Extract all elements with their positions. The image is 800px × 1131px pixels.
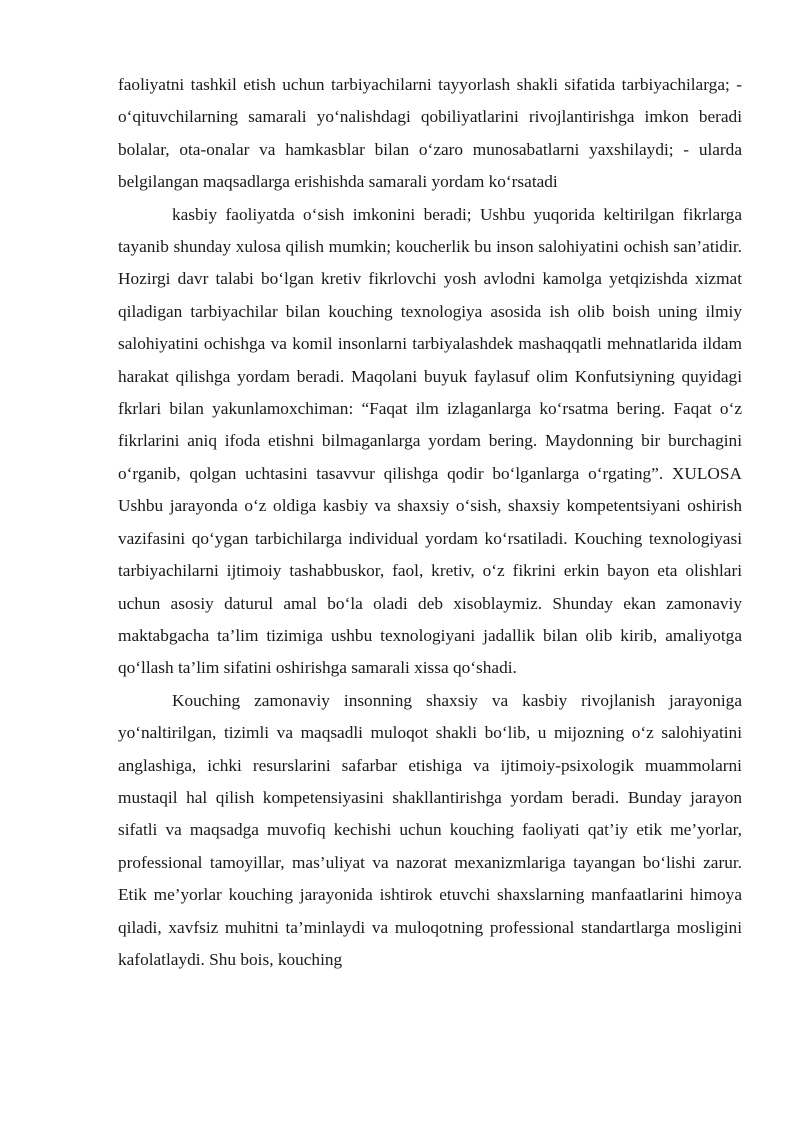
paragraph-1: faoliyatni tashkil etish uchun tarbiyachilarni tayyorlash shakli sifatida tarbiyachilarga; - o‘qituvchilarning samarali yo‘nalishdagi qobiliyatlarini rivojlantirishga imkon beradi bolalar, ota-onalar va hamkasblar bilan o‘zaro munosabatlarni yaxshilaydi; - ularda belgilangan maqsadlarga erishishda samarali yordam ko‘rsatadi <box>118 75 742 192</box>
paragraph-3: Kouching zamonaviy insonning shaxsiy va kasbiy rivojlanish jarayoniga yo‘naltirilgan, tizimli va maqsadli muloqot shakli bo‘lib, u mijozning o‘z salohiyatini anglashiga, ichki resurslarini safarbar etishiga va ijtimoiy-psixologik muammolarni mustaqil hal qilish kompetensiyasini shakllantirishga yordam beradi. Bunday jarayon sifatli va maqsadga muvofiq kechishi uchun kouching faoliyati qat’iy etik me’yorlar, professional tamoyillar, mas’uliyat va nazorat mexanizmlariga tayangan bo‘lishi zarur. Etik me’yorlar kouching jarayonida ishtirok etuvchi shaxslarning manfaatlarini himoya qiladi, xavfsiz muhitni ta’minlaydi va muloqotning professional standartlarga mosligini kafolatlaydi. Shu bois, kouching <box>118 690 742 969</box>
paragraph-2: kasbiy faoliyatda o‘sish imkonini beradi; Ushbu yuqorida keltirilgan fikrlarga tayanib shunday xulosa qilish mumkin; koucherlik bu inson salohiyatini ochish san’atidir. Hozirgi davr talabi bo‘lgan kretiv fikrlovchi yosh avlodni kamolga yetqizishda xizmat qiladigan tarbiyachilar bilan kouching texnologiya asosida ish olib boish uning ilmiy salohiyatini ochishga va komil insonlarni tarbiyalashdek mashaqqatli mehnatlarida ildam harakat qilishga yordam beradi. Maqolani buyuk faylasuf olim Konfutsiyning quyidagi fkrlari bilan yakunlamoxchiman: “Faqat ilm izlaganlarga ko‘rsatma bering. Faqat o‘z fikrlarini aniq ifoda etishni bilmaganlarga yordam bering. Maydonning bir burchagini o‘rganib, qolgan uchtasini tasavvur qilishga qodir bo‘lganlarga o‘rgating”. XULOSA Ushbu jarayonda o‘z oldiga kasbiy va shaxsiy o‘sish, shaxsiy kompetentsiyani oshirish vazifasini qo‘ygan tarbichilarga individual yordam ko‘rsatiladi. Kouching texnologiyasi tarbiyachilarni ijtimoiy tashabbuskor, faol, kretiv, o‘z fikrini erkin bayon eta olishlari uchun asosiy daturul amal bo‘la oladi deb xisoblaymiz. Shunday ekan zamonaviy maktabgacha ta’lim tizimiga ushbu texnologiyani jadallik bilan olib kirib, amaliyotga qo‘llash ta’lim sifatini oshirishga samarali xissa qo‘shadi. <box>118 204 742 678</box>
document-page <box>118 69 742 976</box>
